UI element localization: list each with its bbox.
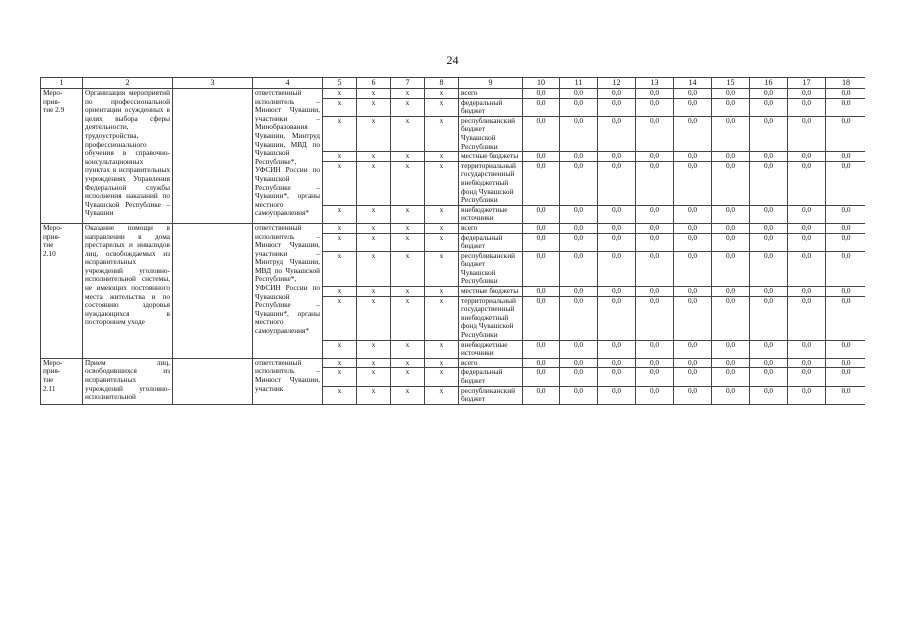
value-cell: 0,0 bbox=[523, 89, 560, 99]
mark-cell: x bbox=[323, 233, 357, 251]
value-cell: 0,0 bbox=[560, 296, 598, 340]
value-cell: 0,0 bbox=[750, 223, 788, 233]
value-cell: 0,0 bbox=[826, 223, 866, 233]
value-cell: 0,0 bbox=[636, 116, 674, 151]
value-cell: 0,0 bbox=[598, 98, 636, 116]
value-cell: 0,0 bbox=[674, 161, 712, 205]
mark-cell: x bbox=[357, 296, 391, 340]
value-cell: 0,0 bbox=[636, 251, 674, 286]
mark-cell: x bbox=[357, 161, 391, 205]
value-cell: 0,0 bbox=[523, 340, 560, 358]
value-cell: 0,0 bbox=[712, 205, 750, 223]
value-cell: 0,0 bbox=[636, 340, 674, 358]
value-cell: 0,0 bbox=[750, 296, 788, 340]
value-cell: 0,0 bbox=[523, 98, 560, 116]
column-number-4: 4 bbox=[253, 78, 323, 89]
column-number-1: 1 bbox=[41, 78, 83, 89]
value-cell: 0,0 bbox=[636, 89, 674, 99]
value-cell: 0,0 bbox=[712, 368, 750, 386]
value-cell: 0,0 bbox=[788, 205, 826, 223]
value-cell: 0,0 bbox=[636, 161, 674, 205]
program-table bbox=[40, 77, 865, 405]
value-cell: 0,0 bbox=[523, 223, 560, 233]
value-cell: 0,0 bbox=[636, 223, 674, 233]
mark-cell: x bbox=[391, 287, 425, 297]
funding-source: территориальный государственный внебюджетный фонд Чувашской Республики bbox=[459, 161, 523, 205]
column-number-16: 16 bbox=[750, 78, 788, 89]
mark-cell: x bbox=[357, 358, 391, 368]
value-cell: 0,0 bbox=[750, 98, 788, 116]
value-cell: 0,0 bbox=[598, 223, 636, 233]
column-3-empty bbox=[173, 89, 253, 224]
value-cell: 0,0 bbox=[750, 152, 788, 162]
column-number-6: 6 bbox=[357, 78, 391, 89]
value-cell: 0,0 bbox=[598, 89, 636, 99]
event-title: Оказание помощи в направлении в дома престарелых и инвалидов лиц, освобождаемых из исправительных учреждений уголовно-исполнительной системы, не имеющих постоянного места жительства и по состоянию здоровья нуждающихся в постороннем уходе bbox=[83, 223, 173, 358]
mark-cell: x bbox=[357, 89, 391, 99]
value-cell: 0,0 bbox=[674, 89, 712, 99]
value-cell: 0,0 bbox=[826, 89, 866, 99]
value-cell: 0,0 bbox=[712, 340, 750, 358]
value-cell: 0,0 bbox=[826, 205, 866, 223]
value-cell: 0,0 bbox=[826, 152, 866, 162]
mark-cell: x bbox=[323, 89, 357, 99]
mark-cell: x bbox=[323, 368, 357, 386]
value-cell: 0,0 bbox=[750, 340, 788, 358]
value-cell: 0,0 bbox=[523, 152, 560, 162]
value-cell: 0,0 bbox=[598, 251, 636, 286]
value-cell: 0,0 bbox=[598, 152, 636, 162]
value-cell: 0,0 bbox=[523, 296, 560, 340]
mark-cell: x bbox=[323, 152, 357, 162]
value-cell: 0,0 bbox=[788, 116, 826, 151]
value-cell: 0,0 bbox=[788, 223, 826, 233]
column-number-row bbox=[41, 78, 866, 89]
value-cell: 0,0 bbox=[598, 287, 636, 297]
value-cell: 0,0 bbox=[712, 98, 750, 116]
value-cell: 0,0 bbox=[560, 89, 598, 99]
mark-cell: x bbox=[357, 152, 391, 162]
funding-source: всего bbox=[459, 223, 523, 233]
value-cell: 0,0 bbox=[560, 161, 598, 205]
value-cell: 0,0 bbox=[598, 233, 636, 251]
mark-cell: x bbox=[323, 251, 357, 286]
funding-source: внебюджетные источники bbox=[459, 205, 523, 223]
column-number-18: 18 bbox=[826, 78, 866, 89]
mark-cell: x bbox=[391, 152, 425, 162]
value-cell: 0,0 bbox=[788, 296, 826, 340]
mark-cell: x bbox=[323, 358, 357, 368]
funding-source: местные бюджеты bbox=[459, 152, 523, 162]
value-cell: 0,0 bbox=[788, 368, 826, 386]
column-number-8: 8 bbox=[425, 78, 459, 89]
mark-cell: x bbox=[391, 89, 425, 99]
value-cell: 0,0 bbox=[560, 386, 598, 404]
mark-cell: x bbox=[323, 116, 357, 151]
value-cell: 0,0 bbox=[560, 223, 598, 233]
mark-cell: x bbox=[391, 205, 425, 223]
value-cell: 0,0 bbox=[636, 358, 674, 368]
value-cell: 0,0 bbox=[560, 205, 598, 223]
funding-source: федеральный бюджет bbox=[459, 368, 523, 386]
value-cell: 0,0 bbox=[560, 116, 598, 151]
value-cell: 0,0 bbox=[712, 287, 750, 297]
value-cell: 0,0 bbox=[750, 386, 788, 404]
value-cell: 0,0 bbox=[826, 98, 866, 116]
value-cell: 0,0 bbox=[826, 340, 866, 358]
event-title: Прием лиц, освободившихся из исправительных учреждений уголовно-исполнительной bbox=[83, 358, 173, 404]
table-row bbox=[41, 358, 866, 368]
mark-cell: x bbox=[323, 386, 357, 404]
value-cell: 0,0 bbox=[560, 152, 598, 162]
column-number-17: 17 bbox=[788, 78, 826, 89]
value-cell: 0,0 bbox=[598, 386, 636, 404]
value-cell: 0,0 bbox=[712, 251, 750, 286]
value-cell: 0,0 bbox=[750, 368, 788, 386]
value-cell: 0,0 bbox=[560, 340, 598, 358]
funding-source: республиканский бюджет Чувашской Республики bbox=[459, 116, 523, 151]
value-cell: 0,0 bbox=[826, 386, 866, 404]
value-cell: 0,0 bbox=[560, 287, 598, 297]
funding-source: федеральный бюджет bbox=[459, 233, 523, 251]
mark-cell: x bbox=[425, 223, 459, 233]
mark-cell: x bbox=[425, 116, 459, 151]
value-cell: 0,0 bbox=[636, 205, 674, 223]
mark-cell: x bbox=[391, 98, 425, 116]
funding-source: федеральный бюджет bbox=[459, 98, 523, 116]
value-cell: 0,0 bbox=[674, 116, 712, 151]
mark-cell: x bbox=[323, 287, 357, 297]
mark-cell: x bbox=[425, 368, 459, 386]
value-cell: 0,0 bbox=[826, 116, 866, 151]
mark-cell: x bbox=[391, 386, 425, 404]
value-cell: 0,0 bbox=[560, 251, 598, 286]
column-number-3: 3 bbox=[173, 78, 253, 89]
value-cell: 0,0 bbox=[826, 358, 866, 368]
funding-source: территориальный государственный внебюджетный фонд Чувашской Республики bbox=[459, 296, 523, 340]
value-cell: 0,0 bbox=[674, 152, 712, 162]
value-cell: 0,0 bbox=[636, 368, 674, 386]
value-cell: 0,0 bbox=[788, 233, 826, 251]
mark-cell: x bbox=[323, 161, 357, 205]
mark-cell: x bbox=[425, 233, 459, 251]
program-table-sheet bbox=[40, 77, 865, 568]
table-row bbox=[41, 223, 866, 233]
column-number-10: 10 bbox=[523, 78, 560, 89]
value-cell: 0,0 bbox=[674, 368, 712, 386]
value-cell: 0,0 bbox=[598, 368, 636, 386]
mark-cell: x bbox=[323, 98, 357, 116]
value-cell: 0,0 bbox=[674, 233, 712, 251]
value-cell: 0,0 bbox=[523, 287, 560, 297]
value-cell: 0,0 bbox=[674, 386, 712, 404]
value-cell: 0,0 bbox=[598, 161, 636, 205]
value-cell: 0,0 bbox=[598, 340, 636, 358]
mark-cell: x bbox=[425, 386, 459, 404]
mark-cell: x bbox=[323, 340, 357, 358]
column-number-14: 14 bbox=[674, 78, 712, 89]
value-cell: 0,0 bbox=[523, 205, 560, 223]
column-number-13: 13 bbox=[636, 78, 674, 89]
value-cell: 0,0 bbox=[788, 98, 826, 116]
value-cell: 0,0 bbox=[560, 358, 598, 368]
value-cell: 0,0 bbox=[674, 340, 712, 358]
value-cell: 0,0 bbox=[523, 368, 560, 386]
mark-cell: x bbox=[391, 368, 425, 386]
value-cell: 0,0 bbox=[712, 358, 750, 368]
table-row bbox=[41, 89, 866, 99]
page-number: 24 bbox=[446, 53, 459, 67]
funding-source: республиканский бюджет Чувашской Республики bbox=[459, 251, 523, 286]
mark-cell: x bbox=[425, 205, 459, 223]
funding-source: внебюджетные источники bbox=[459, 340, 523, 358]
value-cell: 0,0 bbox=[712, 386, 750, 404]
column-number-5: 5 bbox=[323, 78, 357, 89]
value-cell: 0,0 bbox=[750, 358, 788, 368]
value-cell: 0,0 bbox=[636, 386, 674, 404]
value-cell: 0,0 bbox=[674, 98, 712, 116]
event-executor: ответственный исполнитель – Минюст Чувашии, участники – Минобразования Чувашии, Минтруд Чувашии, МВД по Чувашской Республике*, УФСИН России по Чувашской Республике – Чувашии*, органы местного самоуправления* bbox=[253, 89, 323, 224]
value-cell: 0,0 bbox=[598, 205, 636, 223]
value-cell: 0,0 bbox=[788, 251, 826, 286]
value-cell: 0,0 bbox=[712, 296, 750, 340]
value-cell: 0,0 bbox=[560, 98, 598, 116]
value-cell: 0,0 bbox=[598, 116, 636, 151]
value-cell: 0,0 bbox=[712, 152, 750, 162]
column-3-empty bbox=[173, 223, 253, 358]
mark-cell: x bbox=[391, 251, 425, 286]
event-number: Меро- прия- тие 2.11 bbox=[41, 358, 83, 404]
mark-cell: x bbox=[391, 340, 425, 358]
value-cell: 0,0 bbox=[560, 233, 598, 251]
funding-source: всего bbox=[459, 89, 523, 99]
mark-cell: x bbox=[357, 386, 391, 404]
event-number: Меро- прия- тие 2.10 bbox=[41, 223, 83, 358]
column-3-empty bbox=[173, 358, 253, 404]
value-cell: 0,0 bbox=[674, 223, 712, 233]
value-cell: 0,0 bbox=[598, 358, 636, 368]
mark-cell: x bbox=[391, 223, 425, 233]
mark-cell: x bbox=[425, 152, 459, 162]
value-cell: 0,0 bbox=[788, 89, 826, 99]
value-cell: 0,0 bbox=[712, 223, 750, 233]
funding-source: всего bbox=[459, 358, 523, 368]
mark-cell: x bbox=[425, 296, 459, 340]
value-cell: 0,0 bbox=[788, 161, 826, 205]
value-cell: 0,0 bbox=[674, 251, 712, 286]
mark-cell: x bbox=[357, 287, 391, 297]
mark-cell: x bbox=[425, 98, 459, 116]
value-cell: 0,0 bbox=[750, 161, 788, 205]
value-cell: 0,0 bbox=[636, 98, 674, 116]
mark-cell: x bbox=[425, 251, 459, 286]
value-cell: 0,0 bbox=[750, 116, 788, 151]
mark-cell: x bbox=[425, 340, 459, 358]
value-cell: 0,0 bbox=[598, 296, 636, 340]
value-cell: 0,0 bbox=[674, 296, 712, 340]
value-cell: 0,0 bbox=[712, 116, 750, 151]
mark-cell: x bbox=[357, 233, 391, 251]
value-cell: 0,0 bbox=[523, 233, 560, 251]
value-cell: 0,0 bbox=[523, 116, 560, 151]
column-number-7: 7 bbox=[391, 78, 425, 89]
value-cell: 0,0 bbox=[750, 89, 788, 99]
column-number-15: 15 bbox=[712, 78, 750, 89]
value-cell: 0,0 bbox=[712, 233, 750, 251]
value-cell: 0,0 bbox=[826, 161, 866, 205]
mark-cell: x bbox=[425, 89, 459, 99]
event-executor: ответственный исполнитель – Минюст Чувашии, участник bbox=[253, 358, 323, 404]
value-cell: 0,0 bbox=[523, 251, 560, 286]
event-title: Организация мероприятий по профессиональной ориентации осужденных в целях выбора сферы деятельности, трудоустройства, профессионального обучения в справочно-консультационных пунктах в исправительных учреждениях Управления Федеральной службы исполнения наказаний по Чувашской Республике – Чувашии bbox=[83, 89, 173, 224]
mark-cell: x bbox=[391, 116, 425, 151]
mark-cell: x bbox=[391, 296, 425, 340]
value-cell: 0,0 bbox=[826, 233, 866, 251]
event-executor: ответственный исполнитель – Минюст Чувашии, участники – Минтруд Чувашии, МВД по Чувашской Республике*, УФСИН России по Чувашской Республике – Чувашии*, органы местного самоуправления* bbox=[253, 223, 323, 358]
value-cell: 0,0 bbox=[674, 287, 712, 297]
mark-cell: x bbox=[391, 233, 425, 251]
mark-cell: x bbox=[391, 161, 425, 205]
mark-cell: x bbox=[391, 358, 425, 368]
column-number-11: 11 bbox=[560, 78, 598, 89]
value-cell: 0,0 bbox=[788, 340, 826, 358]
mark-cell: x bbox=[357, 223, 391, 233]
mark-cell: x bbox=[425, 287, 459, 297]
value-cell: 0,0 bbox=[788, 358, 826, 368]
value-cell: 0,0 bbox=[674, 358, 712, 368]
value-cell: 0,0 bbox=[523, 161, 560, 205]
value-cell: 0,0 bbox=[636, 152, 674, 162]
value-cell: 0,0 bbox=[750, 287, 788, 297]
value-cell: 0,0 bbox=[636, 296, 674, 340]
funding-source: республиканский бюджет bbox=[459, 386, 523, 404]
column-number-9: 9 bbox=[459, 78, 523, 89]
value-cell: 0,0 bbox=[826, 287, 866, 297]
value-cell: 0,0 bbox=[674, 205, 712, 223]
mark-cell: x bbox=[357, 116, 391, 151]
value-cell: 0,0 bbox=[788, 386, 826, 404]
mark-cell: x bbox=[357, 368, 391, 386]
mark-cell: x bbox=[323, 296, 357, 340]
value-cell: 0,0 bbox=[750, 251, 788, 286]
mark-cell: x bbox=[357, 205, 391, 223]
value-cell: 0,0 bbox=[826, 368, 866, 386]
value-cell: 0,0 bbox=[636, 233, 674, 251]
column-number-12: 12 bbox=[598, 78, 636, 89]
mark-cell: x bbox=[323, 205, 357, 223]
value-cell: 0,0 bbox=[712, 161, 750, 205]
mark-cell: x bbox=[357, 98, 391, 116]
column-number-2: 2 bbox=[83, 78, 173, 89]
value-cell: 0,0 bbox=[636, 287, 674, 297]
value-cell: 0,0 bbox=[826, 296, 866, 340]
mark-cell: x bbox=[323, 223, 357, 233]
mark-cell: x bbox=[357, 251, 391, 286]
value-cell: 0,0 bbox=[560, 368, 598, 386]
mark-cell: x bbox=[357, 340, 391, 358]
mark-cell: x bbox=[425, 358, 459, 368]
value-cell: 0,0 bbox=[523, 358, 560, 368]
value-cell: 0,0 bbox=[712, 89, 750, 99]
value-cell: 0,0 bbox=[826, 251, 866, 286]
event-number: Меро- прия- тие 2.9 bbox=[41, 89, 83, 224]
value-cell: 0,0 bbox=[788, 287, 826, 297]
value-cell: 0,0 bbox=[788, 152, 826, 162]
mark-cell: x bbox=[425, 161, 459, 205]
value-cell: 0,0 bbox=[523, 386, 560, 404]
funding-source: местные бюджеты bbox=[459, 287, 523, 297]
value-cell: 0,0 bbox=[750, 233, 788, 251]
value-cell: 0,0 bbox=[750, 205, 788, 223]
